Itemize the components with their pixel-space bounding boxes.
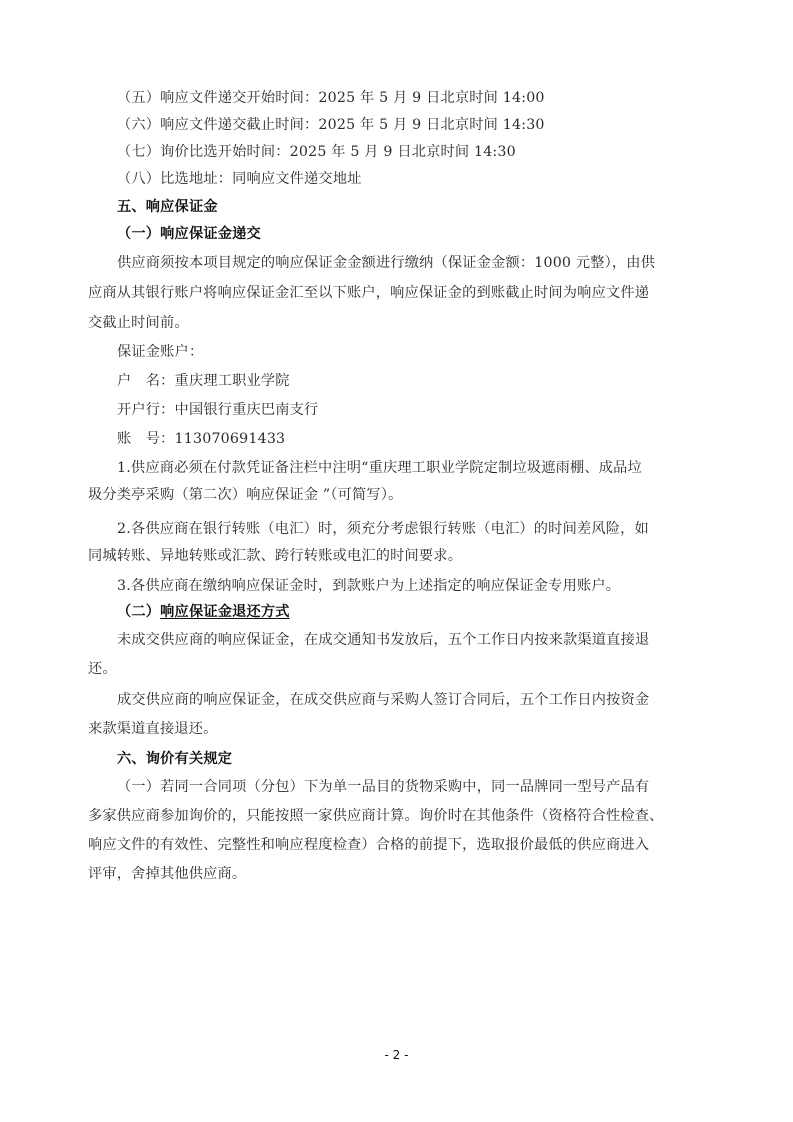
- paragraph-line: 来款渠道直接退还。: [88, 721, 218, 737]
- subsection-prefix: （二）: [117, 604, 161, 620]
- note-line: 同城转账、异地转账或汇款、跨行转账或电汇的时间要求。: [88, 548, 463, 564]
- account-name: 户 名：重庆理工职业学院: [117, 373, 290, 389]
- paragraph-line: 成交供应商的响应保证金，在成交供应商与采购人签订合同后，五个工作日内按资金: [117, 692, 650, 708]
- paragraph-line: 还。: [88, 661, 117, 677]
- account-label: 保证金账户：: [117, 344, 204, 360]
- paragraph-line: （一）若同一合同项（分包）下为单一品目的货物采购中，同一品牌同一型号产品有: [117, 779, 650, 795]
- schedule-item: （六）响应文件递交截止时间：2025 年 5 月 9 日北京时间 14:30: [117, 117, 545, 133]
- schedule-item: （五）响应文件递交开始时间：2025 年 5 月 9 日北京时间 14:00: [117, 90, 545, 106]
- account-number: 账 号：113070691433: [117, 431, 286, 447]
- note-line: 2.各供应商在银行转账（电汇）时，须充分考虑银行转账（电汇）的时间差风险，如: [117, 521, 649, 537]
- paragraph-line: 响应文件的有效性、完整性和响应程度检查）合格的前提下，选取报价最低的供应商进入: [88, 837, 650, 853]
- schedule-item: （七）询价比选开始时间：2025 年 5 月 9 日北京时间 14:30: [117, 144, 516, 160]
- schedule-item: （八）比选地址：同响应文件递交地址: [117, 171, 362, 187]
- note-line: 1.供应商必须在付款凭证备注栏中注明“重庆理工职业学院定制垃圾遮雨棚、成品垃: [117, 460, 642, 476]
- note-line: 3.各供应商在缴纳响应保证金时，到款账户为上述指定的响应保证金专用账户。: [117, 578, 621, 594]
- subsection-heading: （一）响应保证金递交: [117, 226, 261, 242]
- subsection-title: 响应保证金退还方式: [160, 604, 290, 620]
- section-heading: 六、询价有关规定: [117, 751, 233, 767]
- paragraph-line: 应商从其银行账户将响应保证金汇至以下账户，响应保证金的到账截止时间为响应文件递: [88, 285, 650, 301]
- paragraph-line: 供应商须按本项目规定的响应保证金金额进行缴纳（保证金金额：1000 元整），由供: [117, 255, 656, 271]
- paragraph-line: 多家供应商参加询价的，只能按照一家供应商计算。询价时在其他条件（资格符合性检查、: [88, 808, 664, 824]
- subsection-heading: [117, 602, 290, 622]
- paragraph-line: 交截止时间前。: [88, 315, 189, 331]
- section-heading: 五、响应保证金: [117, 199, 218, 215]
- paragraph-line: 评审，舍掉其他供应商。: [88, 866, 247, 882]
- page-number: - 2 -: [384, 1048, 409, 1062]
- account-bank: 开户行：中国银行重庆巴南支行: [117, 402, 319, 418]
- paragraph-line: 未成交供应商的响应保证金，在成交通知书发放后，五个工作日内按来款渠道直接退: [117, 632, 650, 648]
- note-line: 圾分类亭采购（第二次）响应保证金 ”（可简写）。: [88, 487, 403, 503]
